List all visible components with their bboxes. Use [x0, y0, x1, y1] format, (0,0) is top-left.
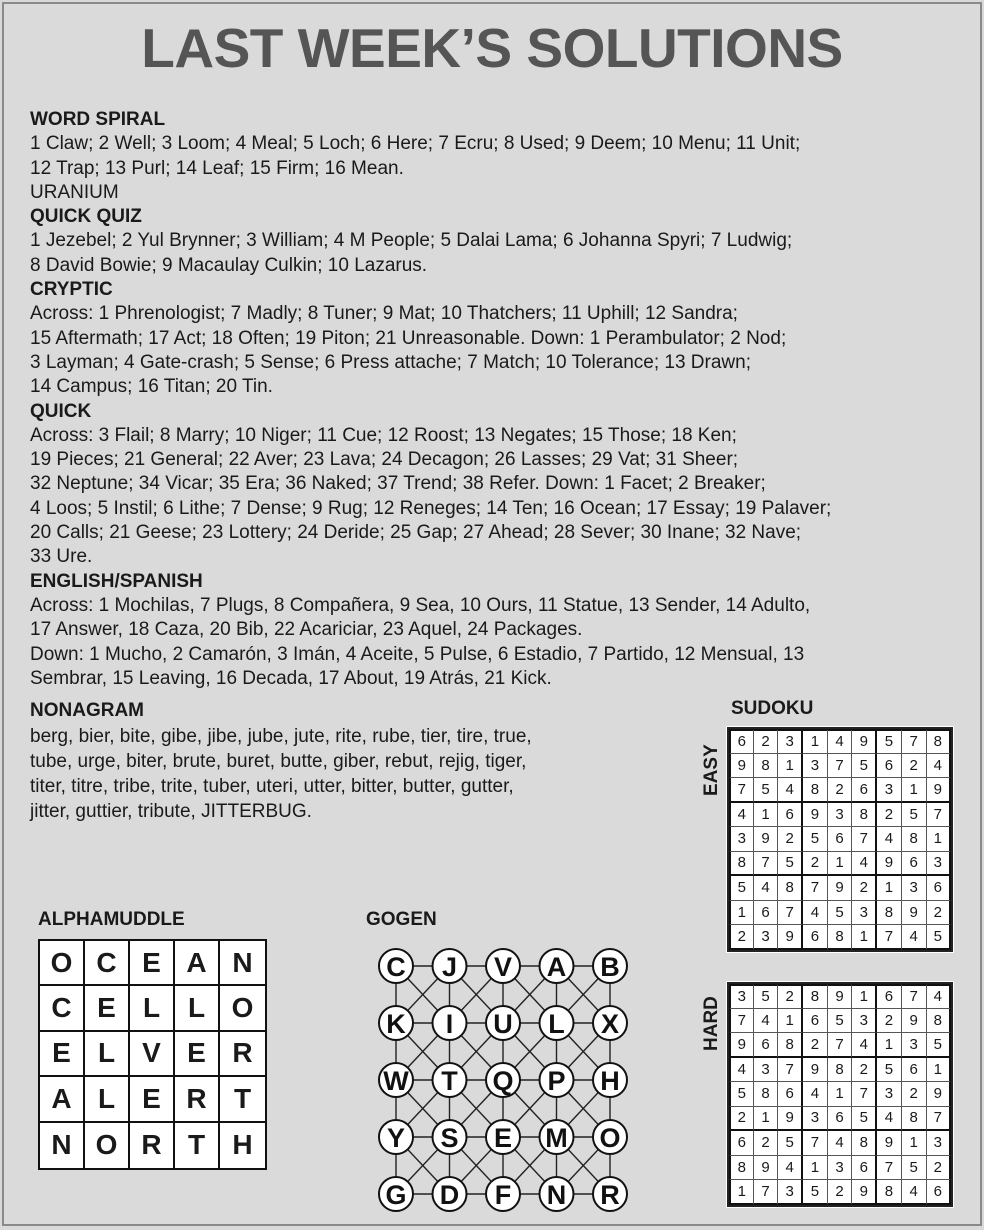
alphamuddle-cell: E: [175, 1032, 220, 1077]
sudoku-cell: 2: [902, 1082, 927, 1107]
sudoku-cell: 1: [828, 852, 853, 877]
alphamuddle-cell: T: [175, 1123, 220, 1168]
sudoku-cell: 4: [852, 852, 877, 877]
sudoku-easy-label: EASY: [701, 744, 722, 796]
alphamuddle-cell: R: [175, 1077, 220, 1122]
sudoku-cell: 9: [927, 1082, 952, 1107]
gogen-letter: N: [546, 1180, 567, 1210]
sudoku-cell: 4: [902, 925, 927, 950]
sudoku-cell: 5: [877, 1058, 902, 1083]
sudoku-cell: 6: [803, 925, 828, 950]
alphamuddle-cell: O: [85, 1123, 130, 1168]
gogen-letter: K: [386, 1009, 406, 1039]
sudoku-cell: 6: [778, 803, 803, 828]
gogen-letter: F: [494, 1180, 512, 1210]
sudoku-cell: 8: [927, 729, 952, 754]
sudoku-cell: 8: [778, 876, 803, 901]
alphamuddle-cell: E: [40, 1032, 85, 1077]
alphamuddle-cell: E: [85, 986, 130, 1031]
answer-line: 3 Layman; 4 Gate-crash; 5 Sense; 6 Press attache; 7 Match; 10 Tolerance; 13 Drawn;: [30, 351, 751, 373]
section-heading: CRYPTIC: [30, 279, 113, 301]
sudoku-cell: 2: [927, 901, 952, 926]
sudoku-cell: 7: [902, 984, 927, 1009]
sudoku-cell: 3: [754, 1058, 779, 1083]
sudoku-cell: 9: [754, 827, 779, 852]
alphamuddle-grid: [38, 939, 267, 1170]
sudoku-cell: 3: [877, 1082, 902, 1107]
sudoku-cell: 1: [828, 1082, 853, 1107]
answer-line: 4 Loos; 5 Instil; 6 Lithe; 7 Dense; 9 Rug; 12 Reneges; 14 Ten; 16 Ocean; 17 Essay; 19 Palaver;: [30, 497, 832, 519]
gogen-letter: D: [439, 1180, 460, 1210]
gogen-letter: P: [547, 1066, 566, 1096]
sudoku-cell: 9: [803, 1058, 828, 1083]
sudoku-cell: 1: [852, 984, 877, 1009]
gogen-letter: Q: [492, 1066, 514, 1096]
sudoku-easy-grid: [726, 726, 954, 953]
sudoku-cell: 3: [828, 1156, 853, 1181]
sudoku-cell: 4: [778, 778, 803, 803]
gogen-heading: GOGEN: [366, 909, 437, 930]
gogen-letter: A: [546, 952, 567, 982]
sudoku-cell: 4: [729, 1058, 754, 1083]
alphamuddle-cell: L: [85, 1032, 130, 1077]
answer-line: 19 Pieces; 21 General; 22 Aver; 23 Lava; 24 Decagon; 26 Lasses; 29 Vat; 31 Sheer;: [30, 449, 739, 471]
alphamuddle-cell: A: [40, 1077, 85, 1122]
gogen-letter: H: [600, 1066, 620, 1096]
sudoku-cell: 3: [852, 901, 877, 926]
sudoku-cell: 6: [729, 729, 754, 754]
sudoku-cell: 6: [828, 827, 853, 852]
sudoku-cell: 7: [729, 778, 754, 803]
sudoku-cell: 5: [927, 925, 952, 950]
sudoku-cell: 7: [778, 901, 803, 926]
sudoku-cell: 8: [828, 1058, 853, 1083]
sudoku-cell: 8: [877, 1180, 902, 1205]
sudoku-cell: 2: [877, 1009, 902, 1034]
sudoku-cell: 3: [729, 827, 754, 852]
sudoku-cell: 6: [778, 1082, 803, 1107]
sudoku-cell: 7: [877, 925, 902, 950]
gogen-letter: G: [385, 1180, 407, 1210]
sudoku-cell: 1: [754, 803, 779, 828]
sudoku-cell: 2: [852, 876, 877, 901]
sudoku-cell: 8: [902, 827, 927, 852]
gogen-letter: W: [383, 1066, 409, 1096]
sudoku-cell: 2: [803, 1033, 828, 1058]
sudoku-cell: 3: [902, 1033, 927, 1058]
gogen-letter: S: [440, 1123, 459, 1153]
alphamuddle-cell: E: [130, 941, 175, 986]
alphamuddle-cell: N: [40, 1123, 85, 1168]
sudoku-cell: 5: [754, 984, 779, 1009]
sudoku-cell: 5: [778, 852, 803, 877]
sudoku-cell: 7: [852, 827, 877, 852]
sudoku-cell: 5: [828, 901, 853, 926]
alphamuddle-cell: N: [220, 941, 265, 986]
sudoku-cell: 7: [828, 1033, 853, 1058]
answer-line: 20 Calls; 21 Geese; 23 Lottery; 24 Deride; 25 Gap; 27 Ahead; 28 Sever; 30 Inane; 32 Nave;: [30, 522, 802, 544]
gogen-letter: I: [445, 1009, 454, 1039]
sudoku-cell: 9: [729, 1033, 754, 1058]
answer-line: 1 Jezebel; 2 Yul Brynner; 3 William; 4 M People; 5 Dalai Lama; 6 Johanna Spyri; 7 Ludwig;: [30, 230, 793, 252]
sudoku-cell: 3: [902, 876, 927, 901]
sudoku-cell: 1: [927, 827, 952, 852]
gogen-letter: E: [493, 1123, 513, 1153]
sudoku-cell: 4: [729, 803, 754, 828]
sudoku-cell: 3: [877, 778, 902, 803]
sudoku-cell: 2: [852, 1058, 877, 1083]
alphamuddle-cell: C: [85, 941, 130, 986]
alphamuddle-cell: V: [130, 1032, 175, 1077]
alphamuddle-cell: L: [130, 986, 175, 1031]
sudoku-cell: 7: [803, 876, 828, 901]
nonagram-line: titer, titre, tribe, trite, tuber, uteri, utter, bitter, butter, gutter,: [30, 776, 514, 797]
sudoku-cell: 8: [852, 803, 877, 828]
sudoku-cell: 1: [902, 1131, 927, 1156]
sudoku-cell: 7: [877, 1156, 902, 1181]
sudoku-cell: 9: [902, 1009, 927, 1034]
sudoku-cell: 3: [778, 729, 803, 754]
section-heading: QUICK: [30, 400, 92, 422]
sudoku-cell: 9: [754, 1156, 779, 1181]
sudoku-cell: 4: [927, 754, 952, 779]
sudoku-cell: 7: [828, 754, 853, 779]
sudoku-cell: 6: [902, 852, 927, 877]
nonagram-line: tube, urge, biter, brute, buret, butte, giber, rebut, rejig, tiger,: [30, 751, 527, 772]
sudoku-cell: 5: [927, 1033, 952, 1058]
sudoku-cell: 5: [902, 803, 927, 828]
sudoku-cell: 7: [729, 1009, 754, 1034]
gogen-grid: [366, 939, 646, 1224]
sudoku-cell: 9: [877, 1131, 902, 1156]
sudoku-cell: 3: [729, 984, 754, 1009]
sudoku-cell: 8: [754, 1082, 779, 1107]
gogen-letter: T: [441, 1066, 458, 1096]
sudoku-cell: 1: [803, 729, 828, 754]
sudoku-cell: 8: [927, 1009, 952, 1034]
sudoku-cell: 2: [754, 729, 779, 754]
sudoku-cell: 6: [754, 901, 779, 926]
sudoku-cell: 5: [729, 1082, 754, 1107]
sudoku-cell: 5: [877, 729, 902, 754]
nonagram-line: berg, bier, bite, gibe, jibe, jube, jute, rite, rube, tier, tire, true,: [30, 726, 532, 747]
sudoku-cell: 4: [754, 1009, 779, 1034]
sudoku-cell: 6: [803, 1009, 828, 1034]
sudoku-cell: 5: [902, 1156, 927, 1181]
nonagram-line: jitter, guttier, tribute, JITTERBUG.: [30, 801, 312, 822]
sudoku-cell: 7: [754, 852, 779, 877]
sudoku-cell: 4: [852, 1033, 877, 1058]
gogen-letter: C: [386, 952, 406, 982]
sudoku-cell: 6: [754, 1033, 779, 1058]
sudoku-cell: 9: [852, 1180, 877, 1205]
sudoku-cell: 5: [803, 827, 828, 852]
sudoku-cell: 7: [754, 1180, 779, 1205]
sudoku-cell: 4: [803, 901, 828, 926]
sudoku-cell: 9: [828, 876, 853, 901]
sudoku-cell: 5: [852, 754, 877, 779]
sudoku-cell: 4: [754, 876, 779, 901]
sudoku-cell: 6: [729, 1131, 754, 1156]
answer-line: Across: 1 Phrenologist; 7 Madly; 8 Tuner; 9 Mat; 10 Thatchers; 11 Uphill; 12 Sandra;: [30, 303, 738, 325]
gogen-letter: U: [493, 1009, 513, 1039]
sudoku-cell: 5: [729, 876, 754, 901]
sudoku-cell: 9: [927, 778, 952, 803]
alphamuddle-cell: R: [130, 1123, 175, 1168]
sudoku-cell: 4: [927, 984, 952, 1009]
sudoku-cell: 4: [778, 1156, 803, 1181]
sudoku-cell: 8: [729, 852, 754, 877]
sudoku-cell: 4: [902, 1180, 927, 1205]
sudoku-cell: 5: [852, 1107, 877, 1132]
sudoku-cell: 8: [729, 1156, 754, 1181]
sudoku-cell: 3: [852, 1009, 877, 1034]
alphamuddle-cell: L: [175, 986, 220, 1031]
section-heading: QUICK QUIZ: [30, 206, 142, 228]
sudoku-cell: 6: [828, 1107, 853, 1132]
alphamuddle-cell: R: [220, 1032, 265, 1077]
sudoku-cell: 8: [803, 778, 828, 803]
answer-line: 33 Ure.: [30, 546, 93, 568]
alphamuddle-cell: A: [175, 941, 220, 986]
sudoku-cell: 9: [828, 984, 853, 1009]
sudoku-cell: 6: [877, 754, 902, 779]
alphamuddle-cell: T: [220, 1077, 265, 1122]
answer-line: URANIUM: [30, 181, 119, 203]
alphamuddle-cell: H: [232, 1129, 253, 1161]
sudoku-cell: 9: [729, 754, 754, 779]
sudoku-cell: 6: [852, 778, 877, 803]
sudoku-cell: 4: [877, 1107, 902, 1132]
alphamuddle-heading: ALPHAMUDDLE: [38, 909, 185, 930]
alphamuddle-cell: C: [40, 986, 85, 1031]
sudoku-cell: 2: [803, 852, 828, 877]
gogen-letter: X: [600, 1009, 620, 1039]
solutions-page: [2, 2, 982, 1226]
gogen-letter: L: [548, 1009, 565, 1039]
sudoku-cell: 3: [927, 1131, 952, 1156]
sudoku-cell: 8: [803, 984, 828, 1009]
sudoku-cell: 2: [754, 1131, 779, 1156]
nonagram-heading: NONAGRAM: [30, 700, 144, 721]
sudoku-cell: 2: [828, 778, 853, 803]
gogen-letter: J: [441, 952, 458, 982]
alphamuddle-cell: O: [40, 941, 85, 986]
sudoku-cell: 5: [803, 1180, 828, 1205]
sudoku-cell: 8: [852, 1131, 877, 1156]
sudoku-cell: 6: [927, 876, 952, 901]
answer-line: Down: 1 Mucho, 2 Camarón, 3 Imán, 4 Aceite, 5 Pulse, 6 Estadio, 7 Partido, 12 Mensual, 13: [30, 643, 805, 665]
sudoku-cell: 1: [902, 778, 927, 803]
sudoku-cell: 6: [852, 1156, 877, 1181]
gogen-letter: V: [493, 952, 513, 982]
answer-line: 32 Neptune; 34 Vicar; 35 Era; 36 Naked; 37 Trend; 38 Refer. Down: 1 Facet; 2 Breaker;: [30, 473, 766, 495]
sudoku-cell: 8: [754, 754, 779, 779]
sudoku-cell: 3: [828, 803, 853, 828]
sudoku-cell: 2: [902, 754, 927, 779]
gogen-letter: B: [600, 952, 620, 982]
sudoku-cell: 9: [803, 803, 828, 828]
answer-line: 12 Trap; 13 Purl; 14 Leaf; 15 Firm; 16 Mean.: [30, 157, 404, 179]
sudoku-cell: 7: [852, 1082, 877, 1107]
answer-line: 14 Campus; 16 Titan; 20 Tin.: [30, 376, 273, 398]
sudoku-cell: 2: [778, 827, 803, 852]
answer-line: 8 David Bowie; 9 Macaulay Culkin; 10 Lazarus.: [30, 254, 428, 276]
answer-line: Across: 3 Flail; 8 Marry; 10 Niger; 11 Cue; 12 Roost; 13 Negates; 15 Those; 18 Ken;: [30, 424, 737, 446]
sudoku-cell: 5: [778, 1131, 803, 1156]
sudoku-hard-label: HARD: [701, 996, 722, 1051]
sudoku-cell: 7: [778, 1058, 803, 1083]
sudoku-hard-grid: [726, 981, 954, 1208]
sudoku-cell: 1: [877, 876, 902, 901]
sudoku-cell: 1: [852, 925, 877, 950]
sudoku-cell: 1: [729, 901, 754, 926]
sudoku-cell: 1: [729, 1180, 754, 1205]
sudoku-cell: 6: [927, 1180, 952, 1205]
sudoku-cell: 2: [927, 1156, 952, 1181]
section-heading: ENGLISH/SPANISH: [30, 570, 203, 592]
sudoku-cell: 1: [778, 1009, 803, 1034]
sudoku-cell: 8: [902, 1107, 927, 1132]
sudoku-cell: 4: [877, 827, 902, 852]
gogen-letter: M: [545, 1123, 568, 1153]
alphamuddle-cell: O: [220, 986, 265, 1031]
alphamuddle-cell: E: [130, 1077, 175, 1122]
sudoku-cell: 9: [778, 925, 803, 950]
answer-line: Sembrar, 15 Leaving, 16 Decada, 17 About, 19 Atrás, 21 Kick.: [30, 667, 552, 689]
sudoku-cell: 9: [902, 901, 927, 926]
sudoku-cell: 5: [754, 778, 779, 803]
sudoku-cell: 3: [927, 852, 952, 877]
sudoku-cell: 8: [828, 925, 853, 950]
sudoku-cell: 9: [877, 852, 902, 877]
sudoku-cell: 9: [778, 1107, 803, 1132]
sudoku-cell: 2: [729, 1107, 754, 1132]
sudoku-cell: 9: [852, 729, 877, 754]
answer-line: 17 Answer, 18 Caza, 20 Bib, 22 Acariciar, 23 Aquel, 24 Packages.: [30, 619, 583, 641]
answer-line: Across: 1 Mochilas, 7 Plugs, 8 Compañera, 9 Sea, 10 Ours, 11 Statue, 13 Sender, 14 Adulto,: [30, 594, 811, 616]
sudoku-cell: 3: [803, 754, 828, 779]
sudoku-cell: 2: [778, 984, 803, 1009]
sudoku-cell: 1: [778, 754, 803, 779]
sudoku-cell: 5: [828, 1009, 853, 1034]
sudoku-heading: SUDOKU: [731, 698, 814, 719]
sudoku-cell: 6: [877, 984, 902, 1009]
gogen-letter: R: [600, 1180, 620, 1210]
sudoku-cell: 2: [729, 925, 754, 950]
sudoku-cell: 1: [803, 1156, 828, 1181]
sudoku-cell: 4: [828, 729, 853, 754]
sudoku-cell: 3: [778, 1180, 803, 1205]
sudoku-cell: 3: [803, 1107, 828, 1132]
sudoku-cell: 7: [902, 729, 927, 754]
alphamuddle-cell: L: [85, 1077, 130, 1122]
gogen-letter: Y: [386, 1123, 406, 1153]
sudoku-cell: 8: [778, 1033, 803, 1058]
sudoku-cell: 2: [828, 1180, 853, 1205]
sudoku-cell: 4: [828, 1131, 853, 1156]
section-heading: WORD SPIRAL: [30, 109, 166, 130]
sudoku-cell: 7: [927, 1107, 952, 1132]
sudoku-cell: 8: [877, 901, 902, 926]
sudoku-cell: 3: [754, 925, 779, 950]
sudoku-cell: 6: [902, 1058, 927, 1083]
sudoku-cell: 2: [877, 803, 902, 828]
sudoku-cell: 1: [754, 1107, 779, 1132]
sudoku-cell: 1: [927, 1058, 952, 1083]
solutions-text: [30, 108, 970, 691]
sudoku-cell: 1: [877, 1033, 902, 1058]
gogen-letter: O: [599, 1123, 621, 1153]
page-title: LAST WEEK’S SOLUTIONS: [141, 17, 843, 79]
sudoku-cell: 7: [803, 1131, 828, 1156]
sudoku-cell: 4: [803, 1082, 828, 1107]
nonagram-answers: [30, 724, 670, 824]
answer-line: 1 Claw; 2 Well; 3 Loom; 4 Meal; 5 Loch; 6 Here; 7 Ecru; 8 Used; 9 Deem; 10 Menu; 11 Unit;: [30, 133, 801, 155]
answer-line: 15 Aftermath; 17 Act; 18 Often; 19 Piton; 21 Unreasonable. Down: 1 Perambulator; 2 Nod;: [30, 327, 787, 349]
sudoku-cell: 7: [927, 803, 952, 828]
